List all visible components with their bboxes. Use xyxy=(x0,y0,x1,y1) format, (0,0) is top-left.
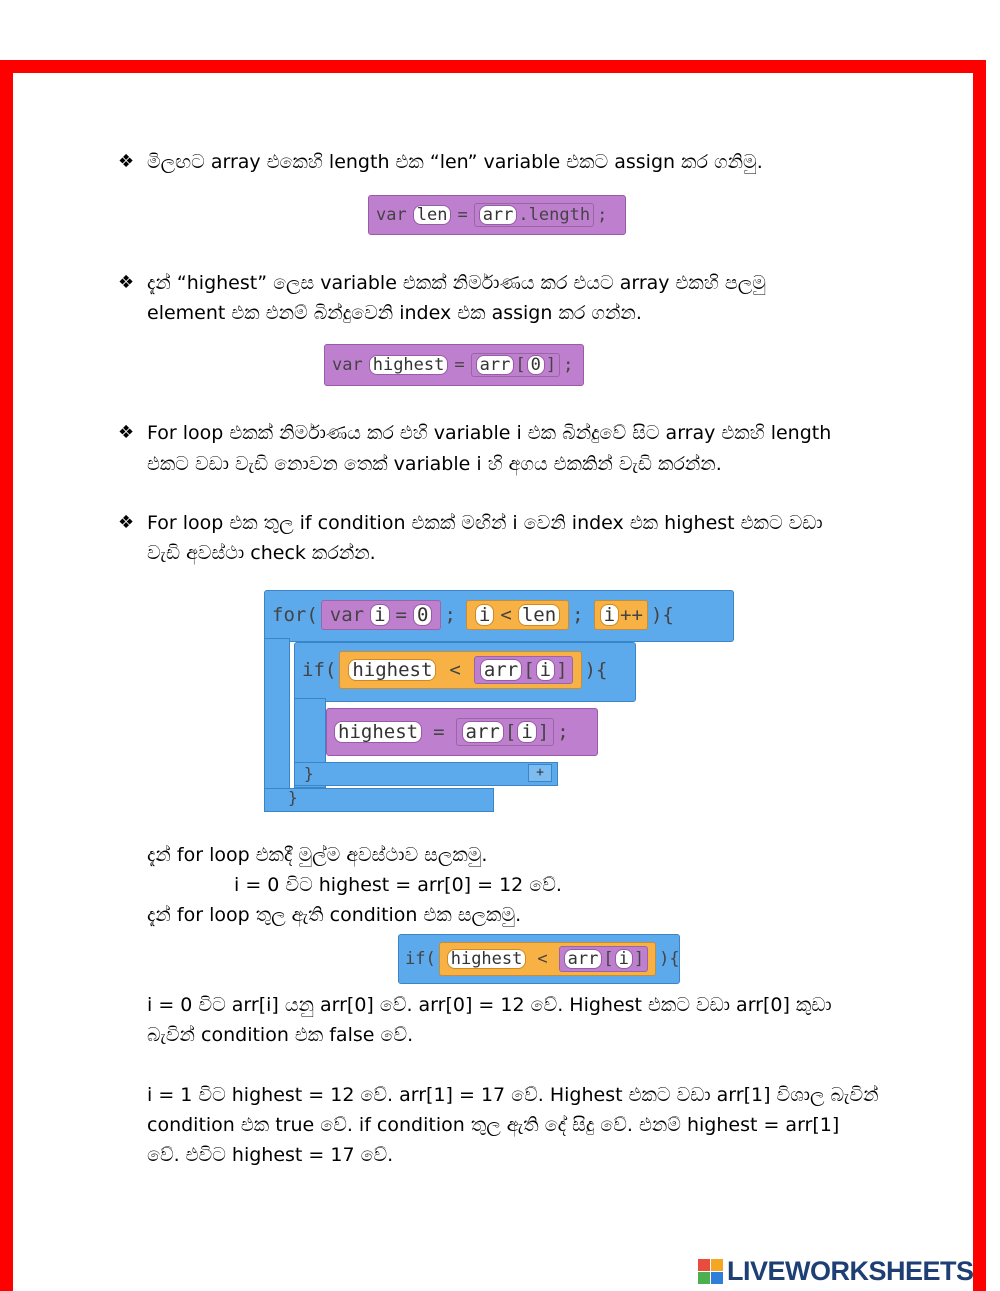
arr-slot[interactable]: arr xyxy=(476,355,515,376)
length-property: .length xyxy=(518,205,591,225)
zero-slot[interactable]: 0 xyxy=(413,604,432,627)
semicolon: ; xyxy=(572,604,584,626)
right-bracket: ] xyxy=(537,720,550,743)
arr-slot[interactable]: arr xyxy=(480,659,522,682)
i-slot[interactable]: i xyxy=(475,604,494,627)
increment-operator: ++ xyxy=(620,603,643,626)
para-i0-line2: බැවින් condition එක false වේ. xyxy=(147,1024,414,1046)
for-header-content xyxy=(272,596,674,634)
highest-slot[interactable]: highest xyxy=(348,659,436,682)
less-than: < xyxy=(449,658,461,681)
keyword-var: var xyxy=(376,205,407,225)
i-slot[interactable]: i xyxy=(615,949,633,970)
semicolon: ; xyxy=(597,205,608,225)
if-close-paren: ){ xyxy=(584,659,608,681)
bullet-icon: ❖ xyxy=(118,422,135,443)
arr-length-block[interactable] xyxy=(474,203,594,228)
if-condition-block[interactable] xyxy=(439,942,656,977)
keyword-var: var xyxy=(332,355,363,375)
para-first-value: i = 0 විට highest = arr[0] = 12 වේ. xyxy=(234,874,562,896)
assign-highest-block[interactable] xyxy=(326,708,598,756)
equals-sign: = xyxy=(433,721,445,743)
bullet-icon: ❖ xyxy=(118,151,135,172)
bullet-icon: ❖ xyxy=(118,272,135,293)
equals-sign: = xyxy=(454,355,465,375)
left-bracket: [ xyxy=(515,355,526,375)
step2-line1: දැන් “highest” ලෙස variable එකක් නිර්මාණය කර එයට array එකහි පලමු xyxy=(147,272,766,294)
para-i1-line1: i = 1 විට highest = 12 වේ. arr[1] = 17 වේ. Highest එකට වඩා arr[1] විශාල බැවින් xyxy=(147,1084,879,1106)
arr-i-block[interactable] xyxy=(559,946,648,973)
less-than: < xyxy=(537,949,548,969)
less-than: < xyxy=(500,603,512,626)
right-bracket: ] xyxy=(633,949,645,969)
step3-line2: එකට වඩා වැඩි නොවන තෙක් variable i හි අගය එකකින් වැඩි කරන්න. xyxy=(147,453,722,475)
var-i-slot[interactable]: i xyxy=(370,604,389,627)
left-bracket: [ xyxy=(603,949,614,969)
for-close-paren: ){ xyxy=(650,604,674,626)
logo-letter-i xyxy=(711,1259,723,1271)
for-closing-brace: } xyxy=(288,788,298,807)
for-loop-footer xyxy=(264,788,494,812)
logo-mark-icon xyxy=(698,1259,723,1284)
para-i1-line3: වේ. එවිට highest = 17 වේ. xyxy=(147,1144,394,1166)
para-i0-line1: i = 0 විට arr[i] යනු arr[0] වේ. arr[0] = 12 වේ. Highest එකට වඩා arr[0] කුඩා xyxy=(147,994,832,1016)
for-keyword: for( xyxy=(272,604,318,626)
step2-line2: element එක එනම් බින්දුවෙනි index එක assign කර ගන්න. xyxy=(147,302,642,324)
logo-letter-v xyxy=(698,1272,710,1284)
if-close-paren: ){ xyxy=(659,949,680,969)
left-bracket: [ xyxy=(504,720,517,743)
for-init-block[interactable] xyxy=(321,600,442,631)
para-first-state: දැන් for loop එකදී මුල්ම අවස්ථාව සලකමු. xyxy=(147,844,488,866)
i-slot[interactable]: i xyxy=(600,604,619,627)
i-slot[interactable]: i xyxy=(517,721,536,744)
logo-letter-l xyxy=(698,1259,710,1271)
len-slot[interactable]: len xyxy=(518,604,560,627)
para-condition-intro: දැන් for loop තුල ඇති condition එක සලකමු. xyxy=(147,904,522,926)
if-closing-brace: } xyxy=(304,764,314,783)
step4-line2: වැඩි අවස්ථා check කරන්න. xyxy=(147,542,376,564)
if-condition-snippet[interactable] xyxy=(398,934,680,984)
left-bracket: [ xyxy=(523,658,535,681)
liveworksheets-logo xyxy=(698,1256,974,1286)
code-block-var-highest[interactable] xyxy=(324,344,584,386)
for-condition-block[interactable] xyxy=(466,600,569,631)
logo-text: LIVEWORKSHEETS xyxy=(727,1255,974,1286)
semicolon: ; xyxy=(563,355,574,375)
arr-i-block[interactable] xyxy=(474,656,573,685)
bullet-icon: ❖ xyxy=(118,512,135,533)
index-zero-slot[interactable]: 0 xyxy=(527,355,545,376)
i-slot[interactable]: i xyxy=(536,659,555,682)
arr-slot[interactable]: arr xyxy=(564,949,603,970)
variable-name-highest[interactable]: highest xyxy=(369,355,449,376)
for-increment-block[interactable] xyxy=(594,600,648,631)
highest-slot[interactable]: highest xyxy=(334,721,422,744)
code-block-var-len[interactable] xyxy=(368,195,626,235)
arr-index-block[interactable] xyxy=(471,353,560,378)
equals-sign: = xyxy=(457,205,468,225)
step3-line1: For loop එකක් නිර්මාණය කර එහි variable i එක බින්දුවේ සිට array එකහි length xyxy=(147,422,832,444)
para-i1-line2: condition එක true වේ. if condition තුල ඇති දේ සිදු වේ. එනම් highest = arr[1] xyxy=(147,1114,840,1136)
add-else-button[interactable]: + xyxy=(528,764,552,782)
arr-slot[interactable]: arr xyxy=(479,205,518,226)
for-loop-side xyxy=(264,638,290,812)
arr-i-block[interactable] xyxy=(456,718,555,747)
if-keyword: if( xyxy=(302,659,337,681)
logo-letter-e xyxy=(711,1272,723,1284)
if-footer xyxy=(294,762,558,786)
keyword-var: var xyxy=(329,603,365,626)
arr-slot[interactable]: arr xyxy=(462,721,504,744)
right-bracket: ] xyxy=(545,355,557,375)
step1-text: මිලඟට array එකෙහි length එක “len” variable එකට assign කර ගනිමු. xyxy=(147,151,763,173)
semicolon: ; xyxy=(444,604,456,626)
variable-name-len[interactable]: len xyxy=(413,205,452,226)
semicolon: ; xyxy=(557,721,569,743)
if-keyword: if( xyxy=(405,949,436,969)
step4-line1: For loop එක තුල if condition එකක් මඟින් i වෙනි index එක highest එකට වඩා xyxy=(147,512,823,534)
if-header-content xyxy=(302,648,607,692)
equals-sign: = xyxy=(395,603,407,626)
if-condition-block[interactable] xyxy=(339,651,581,690)
right-bracket: ] xyxy=(556,658,568,681)
for-loop-block[interactable] xyxy=(264,590,734,810)
highest-slot[interactable]: highest xyxy=(447,949,527,970)
